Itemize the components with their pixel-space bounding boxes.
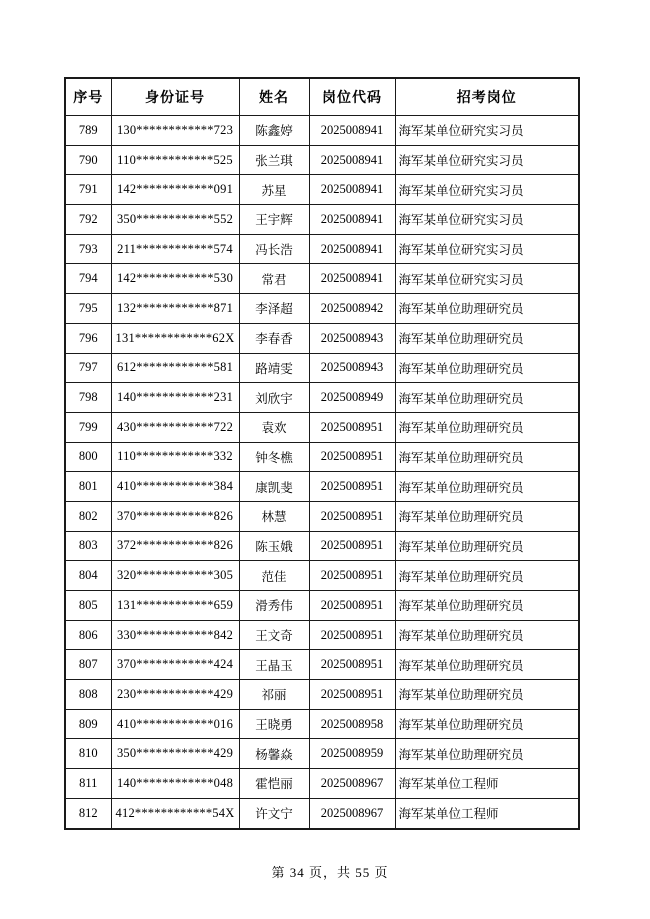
- table-row: [65, 234, 579, 264]
- table-cell-id: 211************574: [111, 234, 239, 264]
- table-cell-seq: 810: [65, 739, 111, 769]
- table-cell-id: 110************332: [111, 442, 239, 472]
- table-cell-seq: 801: [65, 472, 111, 502]
- table-row: [65, 501, 579, 531]
- table-cell-code: 2025008949: [309, 383, 395, 413]
- table-cell-seq: 809: [65, 709, 111, 739]
- table-cell-id: 370************826: [111, 501, 239, 531]
- table-row: [65, 769, 579, 799]
- table-cell-pos: 海军某单位助理研究员: [395, 739, 579, 769]
- table-cell-seq: 792: [65, 205, 111, 235]
- table-cell-name: 祁丽: [239, 680, 309, 710]
- table-cell-name: 王文奇: [239, 620, 309, 650]
- table-cell-pos: 海军某单位研究实习员: [395, 234, 579, 264]
- table-row: [65, 680, 579, 710]
- table-cell-name: 王晓勇: [239, 709, 309, 739]
- table-cell-id: 131************62X: [111, 323, 239, 353]
- table-cell-name: 杨馨焱: [239, 739, 309, 769]
- table-cell-pos: 海军某单位工程师: [395, 798, 579, 828]
- table-cell-id: 410************016: [111, 709, 239, 739]
- table-cell-name: 王宇辉: [239, 205, 309, 235]
- table-cell-name: 王晶玉: [239, 650, 309, 680]
- table-cell-seq: 796: [65, 323, 111, 353]
- table-cell-name: 康凯斐: [239, 472, 309, 502]
- table-body: [65, 116, 579, 829]
- table-cell-id: 372************826: [111, 531, 239, 561]
- table-cell-name: 滑秀伟: [239, 591, 309, 621]
- table-row: [65, 412, 579, 442]
- table-cell-id: 350************429: [111, 739, 239, 769]
- table-cell-seq: 812: [65, 798, 111, 828]
- column-header-code: 岗位代码: [309, 78, 395, 116]
- table-cell-code: 2025008951: [309, 412, 395, 442]
- table-cell-pos: 海军某单位助理研究员: [395, 353, 579, 383]
- table-cell-pos: 海军某单位助理研究员: [395, 680, 579, 710]
- column-header-pos: 招考岗位: [395, 78, 579, 116]
- table-row: [65, 323, 579, 353]
- table-cell-code: 2025008943: [309, 323, 395, 353]
- table-cell-code: 2025008941: [309, 205, 395, 235]
- table-cell-name: 陈玉娥: [239, 531, 309, 561]
- table-cell-pos: 海军某单位助理研究员: [395, 294, 579, 324]
- table-cell-code: 2025008951: [309, 620, 395, 650]
- table-row: [65, 620, 579, 650]
- table-cell-code: 2025008951: [309, 501, 395, 531]
- table-cell-id: 612************581: [111, 353, 239, 383]
- table-cell-seq: 811: [65, 769, 111, 799]
- table-cell-id: 142************530: [111, 264, 239, 294]
- table-row: [65, 531, 579, 561]
- table-cell-id: 320************305: [111, 561, 239, 591]
- table-cell-id: 132************871: [111, 294, 239, 324]
- table-cell-pos: 海军某单位助理研究员: [395, 323, 579, 353]
- table-cell-seq: 805: [65, 591, 111, 621]
- table-cell-seq: 803: [65, 531, 111, 561]
- table-row: [65, 116, 579, 146]
- table-row: [65, 442, 579, 472]
- table-row: [65, 353, 579, 383]
- table-cell-name: 张兰琪: [239, 145, 309, 175]
- table-row: [65, 650, 579, 680]
- table-cell-code: 2025008951: [309, 561, 395, 591]
- table-cell-pos: 海军某单位助理研究员: [395, 501, 579, 531]
- table-cell-pos: 海军某单位研究实习员: [395, 264, 579, 294]
- table-cell-pos: 海军某单位助理研究员: [395, 561, 579, 591]
- table-cell-seq: 789: [65, 116, 111, 146]
- table-cell-seq: 808: [65, 680, 111, 710]
- table-cell-code: 2025008942: [309, 294, 395, 324]
- table-cell-pos: 海军某单位助理研究员: [395, 472, 579, 502]
- table-cell-name: 冯长浩: [239, 234, 309, 264]
- table-cell-seq: 807: [65, 650, 111, 680]
- table-cell-seq: 795: [65, 294, 111, 324]
- table-cell-seq: 790: [65, 145, 111, 175]
- column-header-name: 姓名: [239, 78, 309, 116]
- table-cell-code: 2025008951: [309, 680, 395, 710]
- table-row: [65, 175, 579, 205]
- table-cell-code: 2025008967: [309, 769, 395, 799]
- table-cell-name: 范佳: [239, 561, 309, 591]
- table-cell-pos: 海军某单位助理研究员: [395, 709, 579, 739]
- table-cell-seq: 798: [65, 383, 111, 413]
- table-row: [65, 264, 579, 294]
- table-cell-id: 370************424: [111, 650, 239, 680]
- table-row: [65, 709, 579, 739]
- table-cell-id: 230************429: [111, 680, 239, 710]
- table-cell-code: 2025008951: [309, 442, 395, 472]
- table-cell-code: 2025008943: [309, 353, 395, 383]
- table-cell-code: 2025008967: [309, 798, 395, 828]
- table-cell-name: 李春香: [239, 323, 309, 353]
- table-cell-id: 130************723: [111, 116, 239, 146]
- table-cell-pos: 海军某单位研究实习员: [395, 145, 579, 175]
- table-row: [65, 294, 579, 324]
- table-cell-code: 2025008951: [309, 650, 395, 680]
- table-cell-code: 2025008958: [309, 709, 395, 739]
- table-header-row: [65, 78, 579, 116]
- table-cell-code: 2025008941: [309, 145, 395, 175]
- table-cell-pos: 海军某单位助理研究员: [395, 620, 579, 650]
- table-cell-code: 2025008951: [309, 531, 395, 561]
- table-cell-name: 钟冬樵: [239, 442, 309, 472]
- table-cell-pos: 海军某单位助理研究员: [395, 383, 579, 413]
- table-cell-code: 2025008941: [309, 264, 395, 294]
- table-cell-seq: 804: [65, 561, 111, 591]
- table-row: [65, 739, 579, 769]
- table-row: [65, 561, 579, 591]
- table-cell-seq: 793: [65, 234, 111, 264]
- table-cell-id: 142************091: [111, 175, 239, 205]
- table-cell-code: 2025008951: [309, 591, 395, 621]
- column-header-id: 身份证号: [111, 78, 239, 116]
- table-row: [65, 591, 579, 621]
- table-cell-pos: 海军某单位研究实习员: [395, 205, 579, 235]
- table-row: [65, 798, 579, 828]
- table-cell-pos: 海军某单位助理研究员: [395, 442, 579, 472]
- table-cell-seq: 791: [65, 175, 111, 205]
- table-cell-id: 110************525: [111, 145, 239, 175]
- table-cell-id: 410************384: [111, 472, 239, 502]
- table-cell-code: 2025008941: [309, 116, 395, 146]
- table-cell-name: 路靖雯: [239, 353, 309, 383]
- table-cell-id: 350************552: [111, 205, 239, 235]
- table-cell-name: 霍恺丽: [239, 769, 309, 799]
- table-cell-seq: 806: [65, 620, 111, 650]
- column-header-seq: 序号: [65, 78, 111, 116]
- table-cell-id: 412************54X: [111, 798, 239, 828]
- table-cell-id: 140************048: [111, 769, 239, 799]
- table-cell-seq: 800: [65, 442, 111, 472]
- table-cell-pos: 海军某单位工程师: [395, 769, 579, 799]
- table-cell-code: 2025008941: [309, 234, 395, 264]
- table-cell-name: 李泽超: [239, 294, 309, 324]
- table-cell-pos: 海军某单位助理研究员: [395, 591, 579, 621]
- table-cell-seq: 802: [65, 501, 111, 531]
- table-row: [65, 205, 579, 235]
- table-cell-id: 131************659: [111, 591, 239, 621]
- table-row: [65, 383, 579, 413]
- table-cell-pos: 海军某单位研究实习员: [395, 175, 579, 205]
- table-cell-pos: 海军某单位助理研究员: [395, 531, 579, 561]
- table-cell-code: 2025008951: [309, 472, 395, 502]
- table-cell-name: 袁欢: [239, 412, 309, 442]
- table-cell-code: 2025008941: [309, 175, 395, 205]
- table-cell-id: 140************231: [111, 383, 239, 413]
- table-row: [65, 145, 579, 175]
- table-cell-id: 430************722: [111, 412, 239, 442]
- table-cell-id: 330************842: [111, 620, 239, 650]
- table-cell-name: 陈鑫婷: [239, 116, 309, 146]
- table-cell-pos: 海军某单位研究实习员: [395, 116, 579, 146]
- table-cell-name: 许文宁: [239, 798, 309, 828]
- table-cell-name: 苏星: [239, 175, 309, 205]
- table-cell-pos: 海军某单位助理研究员: [395, 412, 579, 442]
- table-cell-name: 刘欣宇: [239, 383, 309, 413]
- table-row: [65, 472, 579, 502]
- table-cell-code: 2025008959: [309, 739, 395, 769]
- table-cell-pos: 海军某单位助理研究员: [395, 650, 579, 680]
- recruitment-roster-table: [64, 77, 580, 830]
- table-cell-name: 常君: [239, 264, 309, 294]
- table-cell-seq: 797: [65, 353, 111, 383]
- table-cell-name: 林慧: [239, 501, 309, 531]
- page-number-indicator: 第 34 页，共 55 页: [271, 865, 389, 880]
- table-cell-seq: 799: [65, 412, 111, 442]
- table-cell-seq: 794: [65, 264, 111, 294]
